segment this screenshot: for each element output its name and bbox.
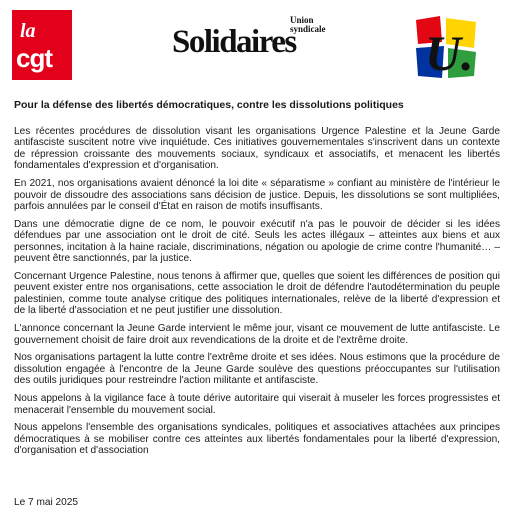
paragraph-6: Nos organisations partagent la lutte contre l'extrême droite et ses idées. Nous estimons que la procédure de dissolution engagée à l'encontre de la Jeune Garde soulève des questions préoccupantes sur l'utilisation des outils juridiques pour restreindre l'action militante et antifasciste.: [14, 352, 500, 387]
header-logos: [0, 0, 512, 92]
solidaires-union-line1: Union: [290, 15, 314, 25]
document-body: [14, 126, 500, 463]
paragraph-3: Dans une démocratie digne de ce nom, le pouvoir exécutif n'a pas le pouvoir de décider si les idées défendues par une association ont le droit de cité. Seuls les actes illégaux – atteintes aux biens et aux personnes, incitation à la haine raciale, discriminations, négation ou apologie de crime contre l'humanité… – peuvent être sanctionnés, par la justice.: [14, 218, 500, 265]
paragraph-7: Nous appelons à la vigilance face à toute dérive autoritaire qui viserait à museler les forces progressistes et menacerait l'ensemble du mouvement social.: [14, 393, 500, 416]
document-title: Pour la défense des libertés démocratiques, contre les dissolutions politiques: [14, 99, 404, 111]
paragraph-4: Concernant Urgence Palestine, nous tenons à affirmer que, quelles que soient les différences de position qui peuvent exister entre nos organisations, cette association le droit de défendre l'autodétermination du peuple palestinien, comme toute analyse critique des politiques internationales, relève de la liberté d'expression et de la liberté d'association et ne peut justifier une dissolution.: [14, 270, 500, 317]
paragraph-8: Nous appelons l'ensemble des organisations syndicales, politiques et associatives attachées aux principes démocratiques à se mobiliser contre ces atteintes aux libertés fondamentales pour la liberté d'expression, d'organisation et d'association: [14, 422, 500, 457]
solidaires-union-line2: syndicale: [290, 24, 326, 34]
fsu-logo: [412, 14, 482, 82]
paragraph-1: Les récentes procédures de dissolution visant les organisations Urgence Palestine et la Jeune Garde antifasciste suscitent notre vive inquiétude. Ces initiatives gouvernementales s'inscrivent dans un contexte de répression croissante des mouvements sociaux, syndicaux et associatifs, et menacent les libertés fondamentales d'expression et d'organisation.: [14, 126, 500, 172]
fsu-logo-letter: U.: [425, 25, 474, 81]
solidaires-logo: [172, 16, 342, 62]
document-date: Le 7 mai 2025: [14, 497, 78, 508]
cgt-logo: [12, 10, 72, 80]
cgt-logo-name: cgt: [16, 43, 52, 73]
solidaires-wordmark: Solidaires: [172, 24, 296, 60]
paragraph-5: L'annonce concernant la Jeune Garde intervient le même jour, visant ce mouvement de lutte antifasciste. Le gouvernement choisit de faire droit aux revendications de la droite et de l'extrême droite.: [14, 323, 500, 346]
cgt-logo-la: la: [20, 20, 36, 42]
paragraph-2: En 2021, nos organisations avaient dénoncé la loi dite « séparatisme » confiant au ministère de l'intérieur le pouvoir de dissoudre des associations sans décision de justice. Depuis, les dissolutions se sont multipliées, parfois annulées par le conseil d'État en raison de motifs insuffisants.: [14, 178, 500, 212]
